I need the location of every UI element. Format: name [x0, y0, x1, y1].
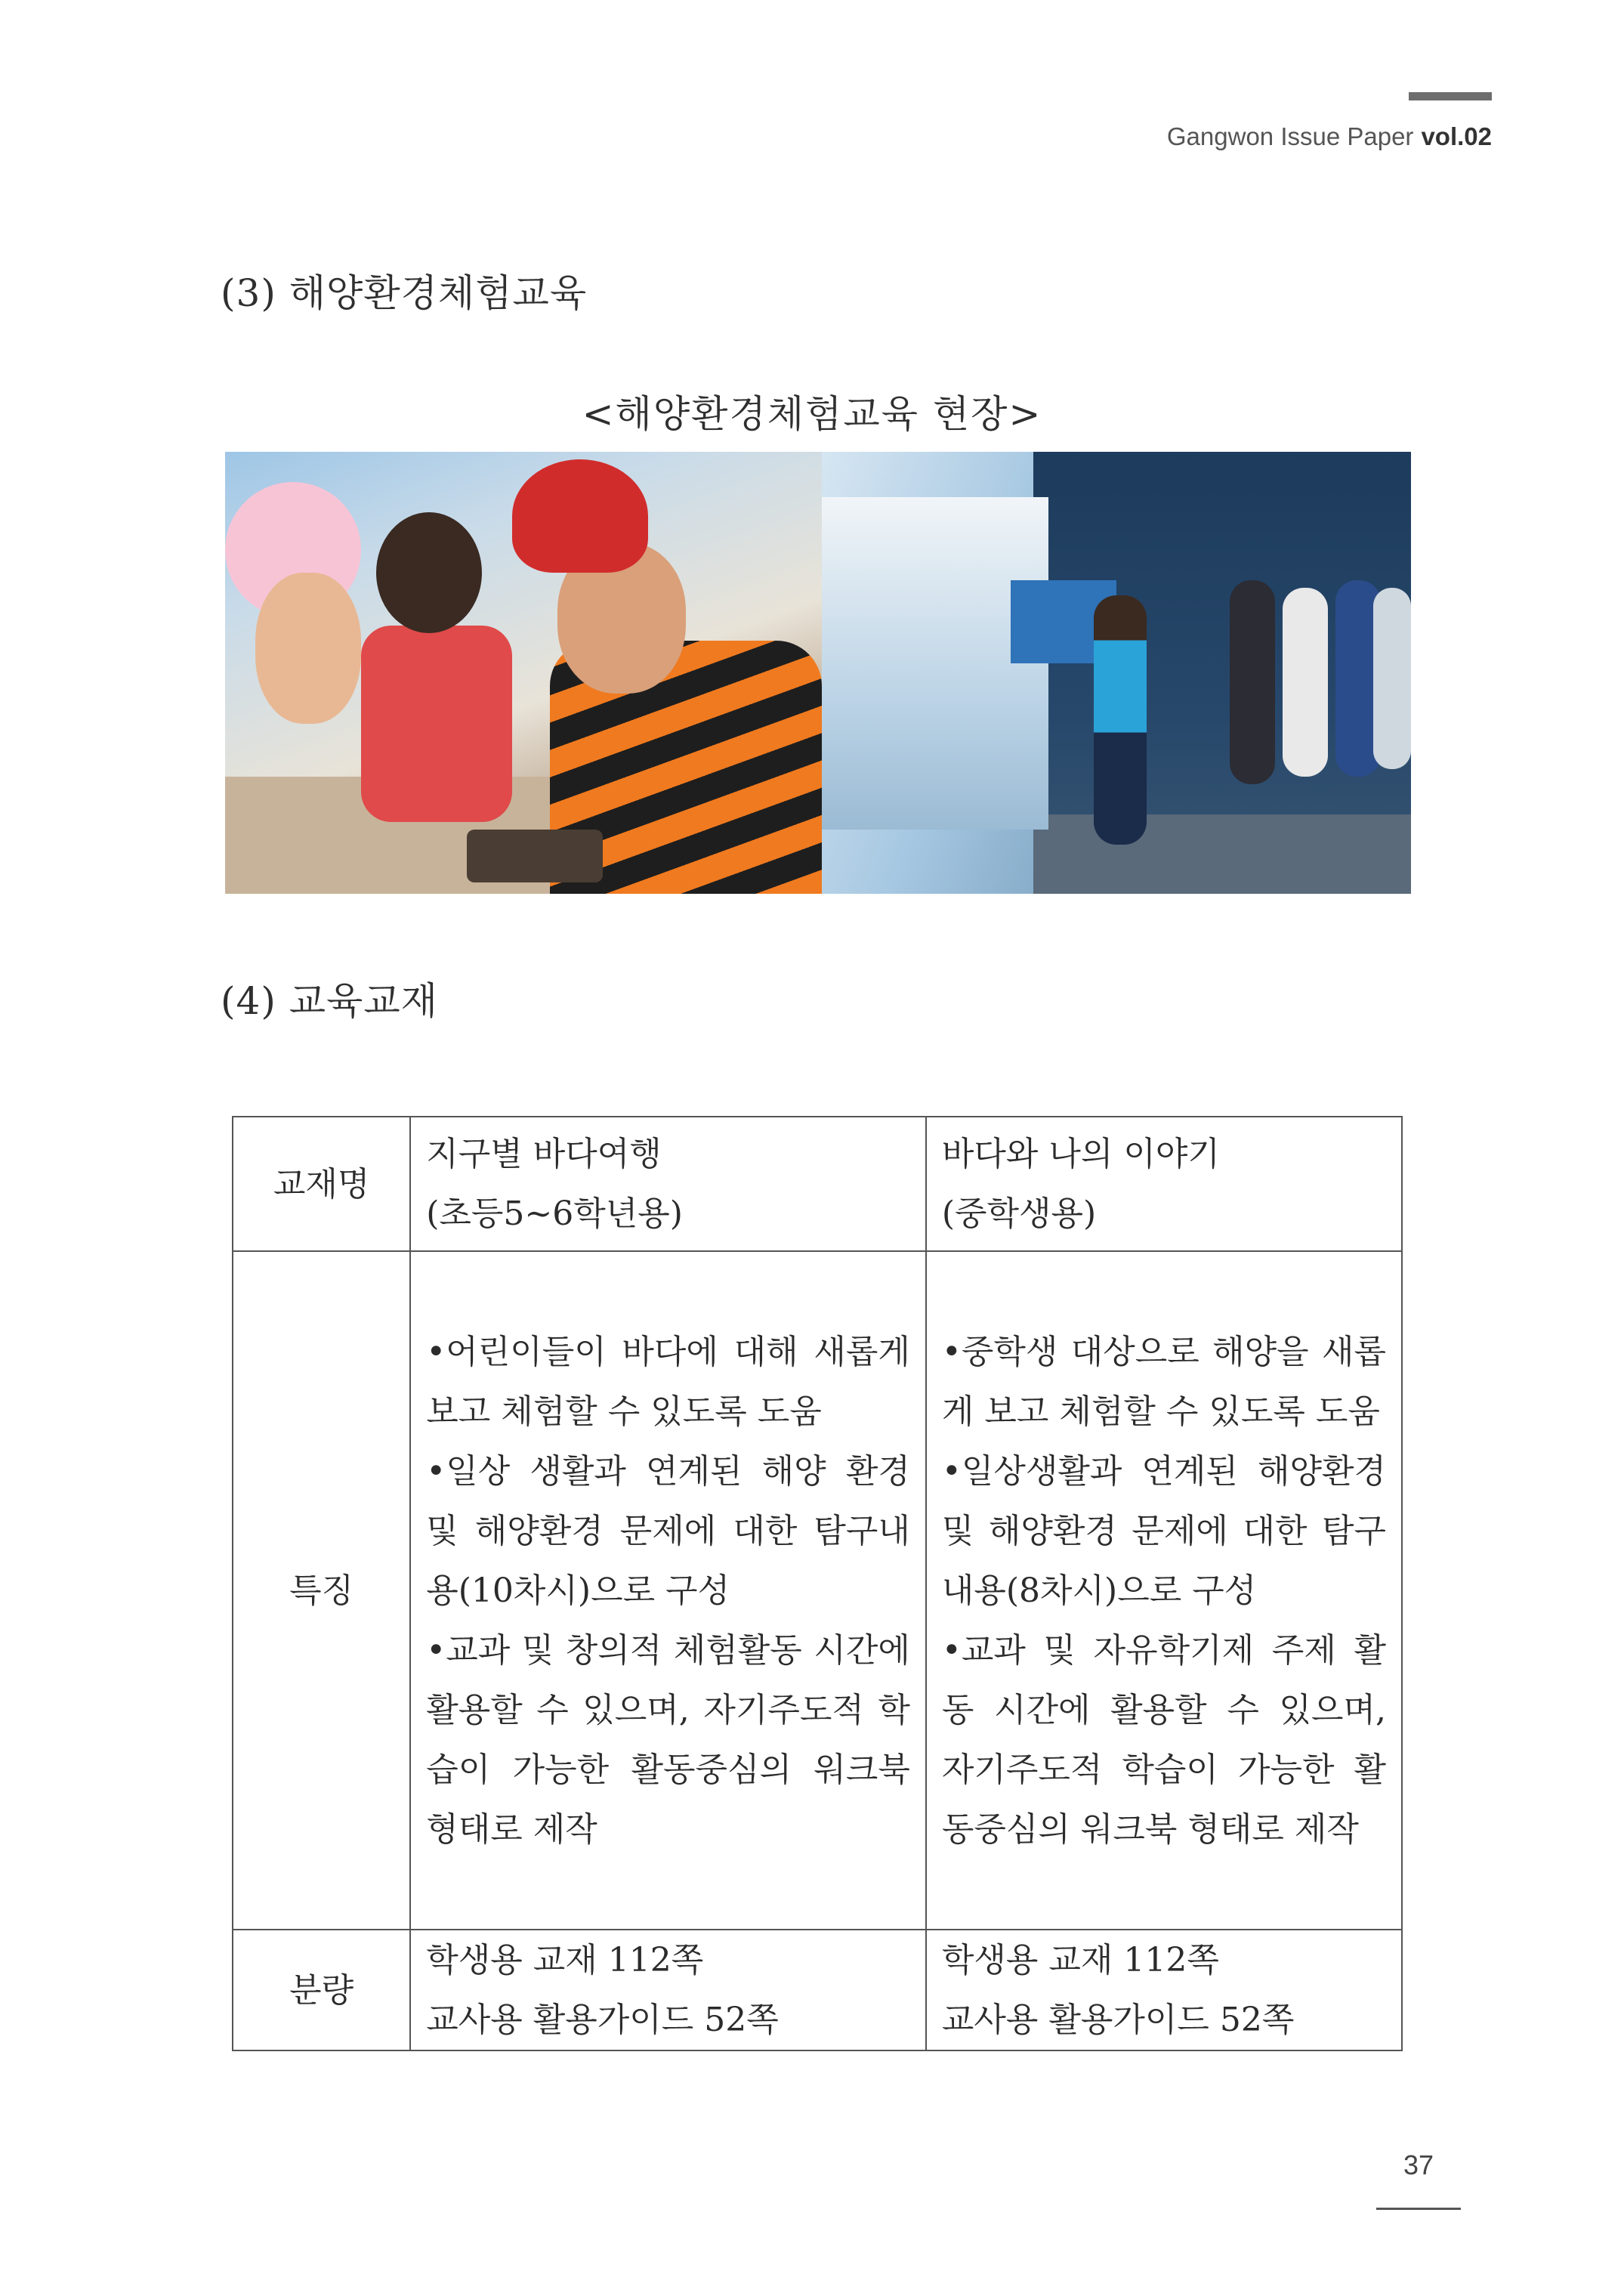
- feature-bullet: •교과 및 자유학기제 주제 활동 시간에 활용할 수 있으며, 자기주도적 학습이 가능한 활동중심의 워크북 형태로 제작: [941, 1630, 1386, 1849]
- photo-shape: [512, 459, 648, 573]
- row-label-name: 교재명: [233, 1117, 410, 1251]
- book-a-title-cell: [410, 1117, 926, 1251]
- feature-bullet: •교과 및 창의적 체험활동 시간에 활용할 수 있으며, 자기주도적 학습이 가능한 활동중심의 워크북 형태로 제작: [426, 1630, 910, 1849]
- photo-shape: [1094, 595, 1147, 845]
- teacher-guide-pages: 교사용 활용가이드 52쪽: [941, 2001, 1295, 2039]
- footer-rule: [1376, 2208, 1461, 2210]
- student-book-pages: 학생용 교재 112쪽: [426, 1941, 704, 1979]
- book-a-title: 지구별 바다여행: [426, 1135, 662, 1173]
- table-row: [233, 1251, 1402, 1930]
- book-a-volume-cell: [410, 1930, 926, 2050]
- photo-shape: [822, 497, 1048, 830]
- photo-shape: [1283, 588, 1328, 777]
- photo-exhibition-room: [822, 452, 1411, 894]
- page-number: 37: [1403, 2149, 1434, 2180]
- table-row: [233, 1117, 1402, 1251]
- photo-caption: <해양환경체험교육 현장>: [582, 392, 1042, 436]
- book-b-grade: (중학생용): [941, 1194, 1097, 1233]
- row-label-volume: 분량: [233, 1930, 410, 2050]
- teacher-guide-pages: 교사용 활용가이드 52쪽: [426, 2001, 779, 2039]
- photo-shape: [1033, 814, 1411, 894]
- book-b-volume-cell: [926, 1930, 1402, 2050]
- book-b-title-cell: [926, 1117, 1402, 1251]
- publication-title: Gangwon Issue Paper: [1166, 122, 1414, 150]
- table-row: [233, 1930, 1402, 2050]
- feature-bullet: •중학생 대상으로 해양을 새롭게 보고 체험할 수 있도록 도움: [941, 1332, 1386, 1431]
- section-heading-3: (3) 해양환경체험교육: [221, 271, 588, 315]
- book-b-features-cell: [926, 1251, 1402, 1930]
- student-book-pages: 학생용 교재 112쪽: [941, 1941, 1219, 1979]
- photo-shape: [1373, 588, 1411, 769]
- photo-shape: [467, 830, 603, 882]
- feature-bullet: •어린이들이 바다에 대해 새롭게 보고 체험할 수 있도록 도움: [426, 1332, 910, 1431]
- photo-shape: [1230, 580, 1275, 784]
- row-label-features: 특징: [233, 1251, 410, 1930]
- feature-bullet: •일상생활과 연계된 해양환경 및 해양환경 문제에 대한 탐구 내용(8차시)으로 구성: [941, 1451, 1386, 1610]
- header-accent-bar: [1409, 92, 1492, 100]
- running-header: [1167, 122, 1492, 151]
- book-a-features-cell: [410, 1251, 926, 1930]
- book-a-grade: (초등5~6학년용): [426, 1194, 683, 1233]
- feature-bullet: •일상 생활과 연계된 해양 환경 및 해양환경 문제에 대한 탐구내용(10차시)으로 구성: [426, 1451, 910, 1610]
- volume-label: vol.02: [1421, 122, 1492, 150]
- photo-shape: [361, 626, 512, 822]
- photo-shape: [255, 573, 361, 724]
- photo-shape: [376, 512, 482, 633]
- textbook-table: [232, 1116, 1403, 2051]
- photo-activity-table: [225, 452, 822, 894]
- section-heading-4: (4) 교육교재: [221, 979, 438, 1023]
- book-b-title: 바다와 나의 이야기: [941, 1135, 1220, 1173]
- photo-strip: [225, 452, 1411, 894]
